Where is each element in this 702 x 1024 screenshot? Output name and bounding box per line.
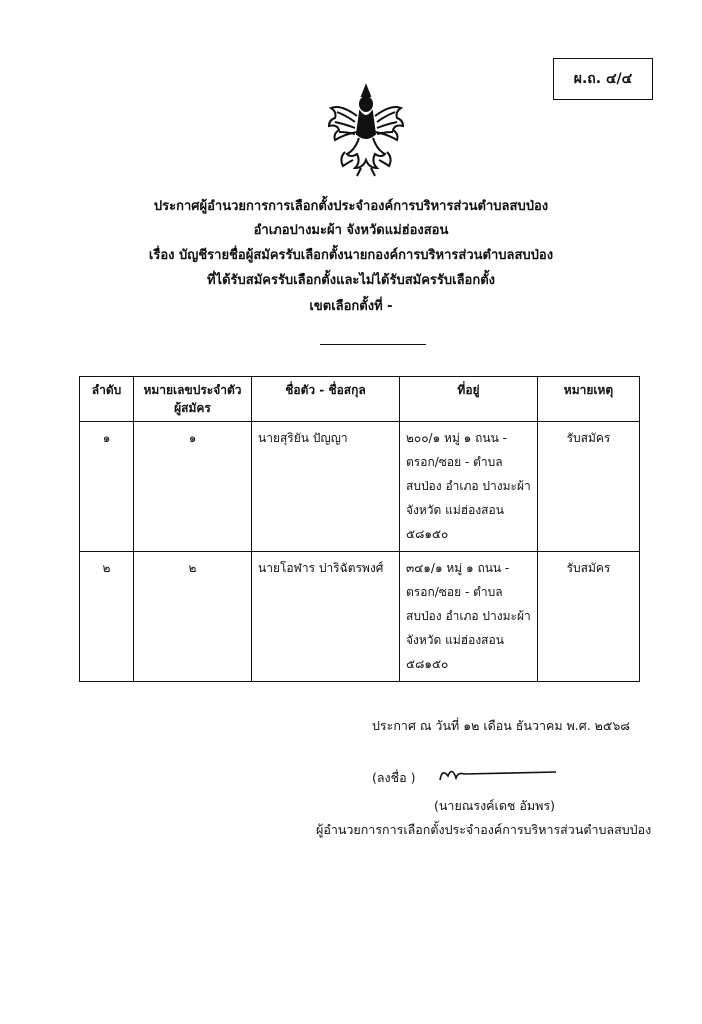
address-line: ๒๐๐/๑ หมู่ ๑ ถนน - (406, 431, 507, 445)
electoral-district: เขตเลือกตั้งที่ - (309, 299, 393, 314)
row-note: รับสมัคร (538, 552, 640, 682)
address-line: ตรอก/ซอย - ตำบล (406, 455, 503, 469)
address-line: ๕๘๑๕๐ (406, 657, 449, 671)
row-address (400, 422, 538, 552)
announcement-date: ประกาศ ณ วันที่ ๑๒ เดือน ธันวาคม พ.ศ. ๒๕๖๘ (372, 718, 630, 733)
signature-label: (ลงชื่อ ) (372, 770, 416, 785)
col-order-header: ลำดับ (80, 377, 134, 422)
announcement-title: ประกาศผู้อำนวยการการเลือกตั้งประจำองค์การบริหารส่วนตำบลสบป่อง (153, 199, 549, 214)
announcement-district: อำเภอปางมะผ้า จังหวัดแม่ฮ่องสอน (253, 223, 449, 238)
row-number: ๑ (134, 422, 252, 552)
row-order: ๑ (80, 422, 134, 552)
candidates-table (79, 376, 640, 682)
table-row (80, 552, 640, 682)
divider (320, 344, 426, 345)
address-line: ๕๘๑๕๐ (406, 527, 449, 541)
form-code-box (553, 58, 653, 100)
address-line: จังหวัด แม่ฮ่องสอน (406, 503, 504, 517)
handwritten-signature-icon (432, 758, 562, 790)
address-line: ตรอก/ซอย - ตำบล (406, 585, 503, 599)
row-note: รับสมัคร (538, 422, 640, 552)
col-number-header: หมายเลขประจำตัว ผู้สมัคร (134, 377, 252, 422)
col-note-header: หมายเหตุ (538, 377, 640, 422)
table-row (80, 422, 640, 552)
announcement-subject-cont: ที่ได้รับสมัครรับเลือกตั้งและไม่ได้รับสมัครรับเลือกตั้ง (206, 273, 496, 288)
form-code-text: ผ.ถ. ๔/๔ (573, 71, 633, 87)
row-name: นายโอฬาร ปาริฉัตรพงศ์ (252, 552, 400, 682)
address-line: สบป่อง อำเภอ ปางมะผ้า (406, 479, 531, 493)
address-line: ๓๔๑/๑ หมู่ ๑ ถนน - (406, 561, 510, 575)
signer-title: ผู้อำนวยการการเลือกตั้งประจำองค์การบริหารส่วนตำบลสบป่อง (316, 822, 652, 837)
col-address-header: ที่อยู่ (400, 377, 538, 422)
announcement-subject: เรื่อง บัญชีรายชื่อผู้สมัครรับเลือกตั้งนายกองค์การบริหารส่วนตำบลสบป่อง (148, 248, 554, 263)
row-name: นายสุริยัน ปัญญา (252, 422, 400, 552)
row-address (400, 552, 538, 682)
address-line: จังหวัด แม่ฮ่องสอน (406, 633, 504, 647)
address-line: สบป่อง อำเภอ ปางมะผ้า (406, 609, 531, 623)
row-order: ๒ (80, 552, 134, 682)
table-header-row (80, 377, 640, 422)
col-name-header: ชื่อตัว - ชื่อสกุล (252, 377, 400, 422)
row-number: ๒ (134, 552, 252, 682)
signer-name: (นายณรงค์เดช อัมพร) (434, 798, 555, 813)
garuda-emblem-icon (325, 82, 407, 178)
